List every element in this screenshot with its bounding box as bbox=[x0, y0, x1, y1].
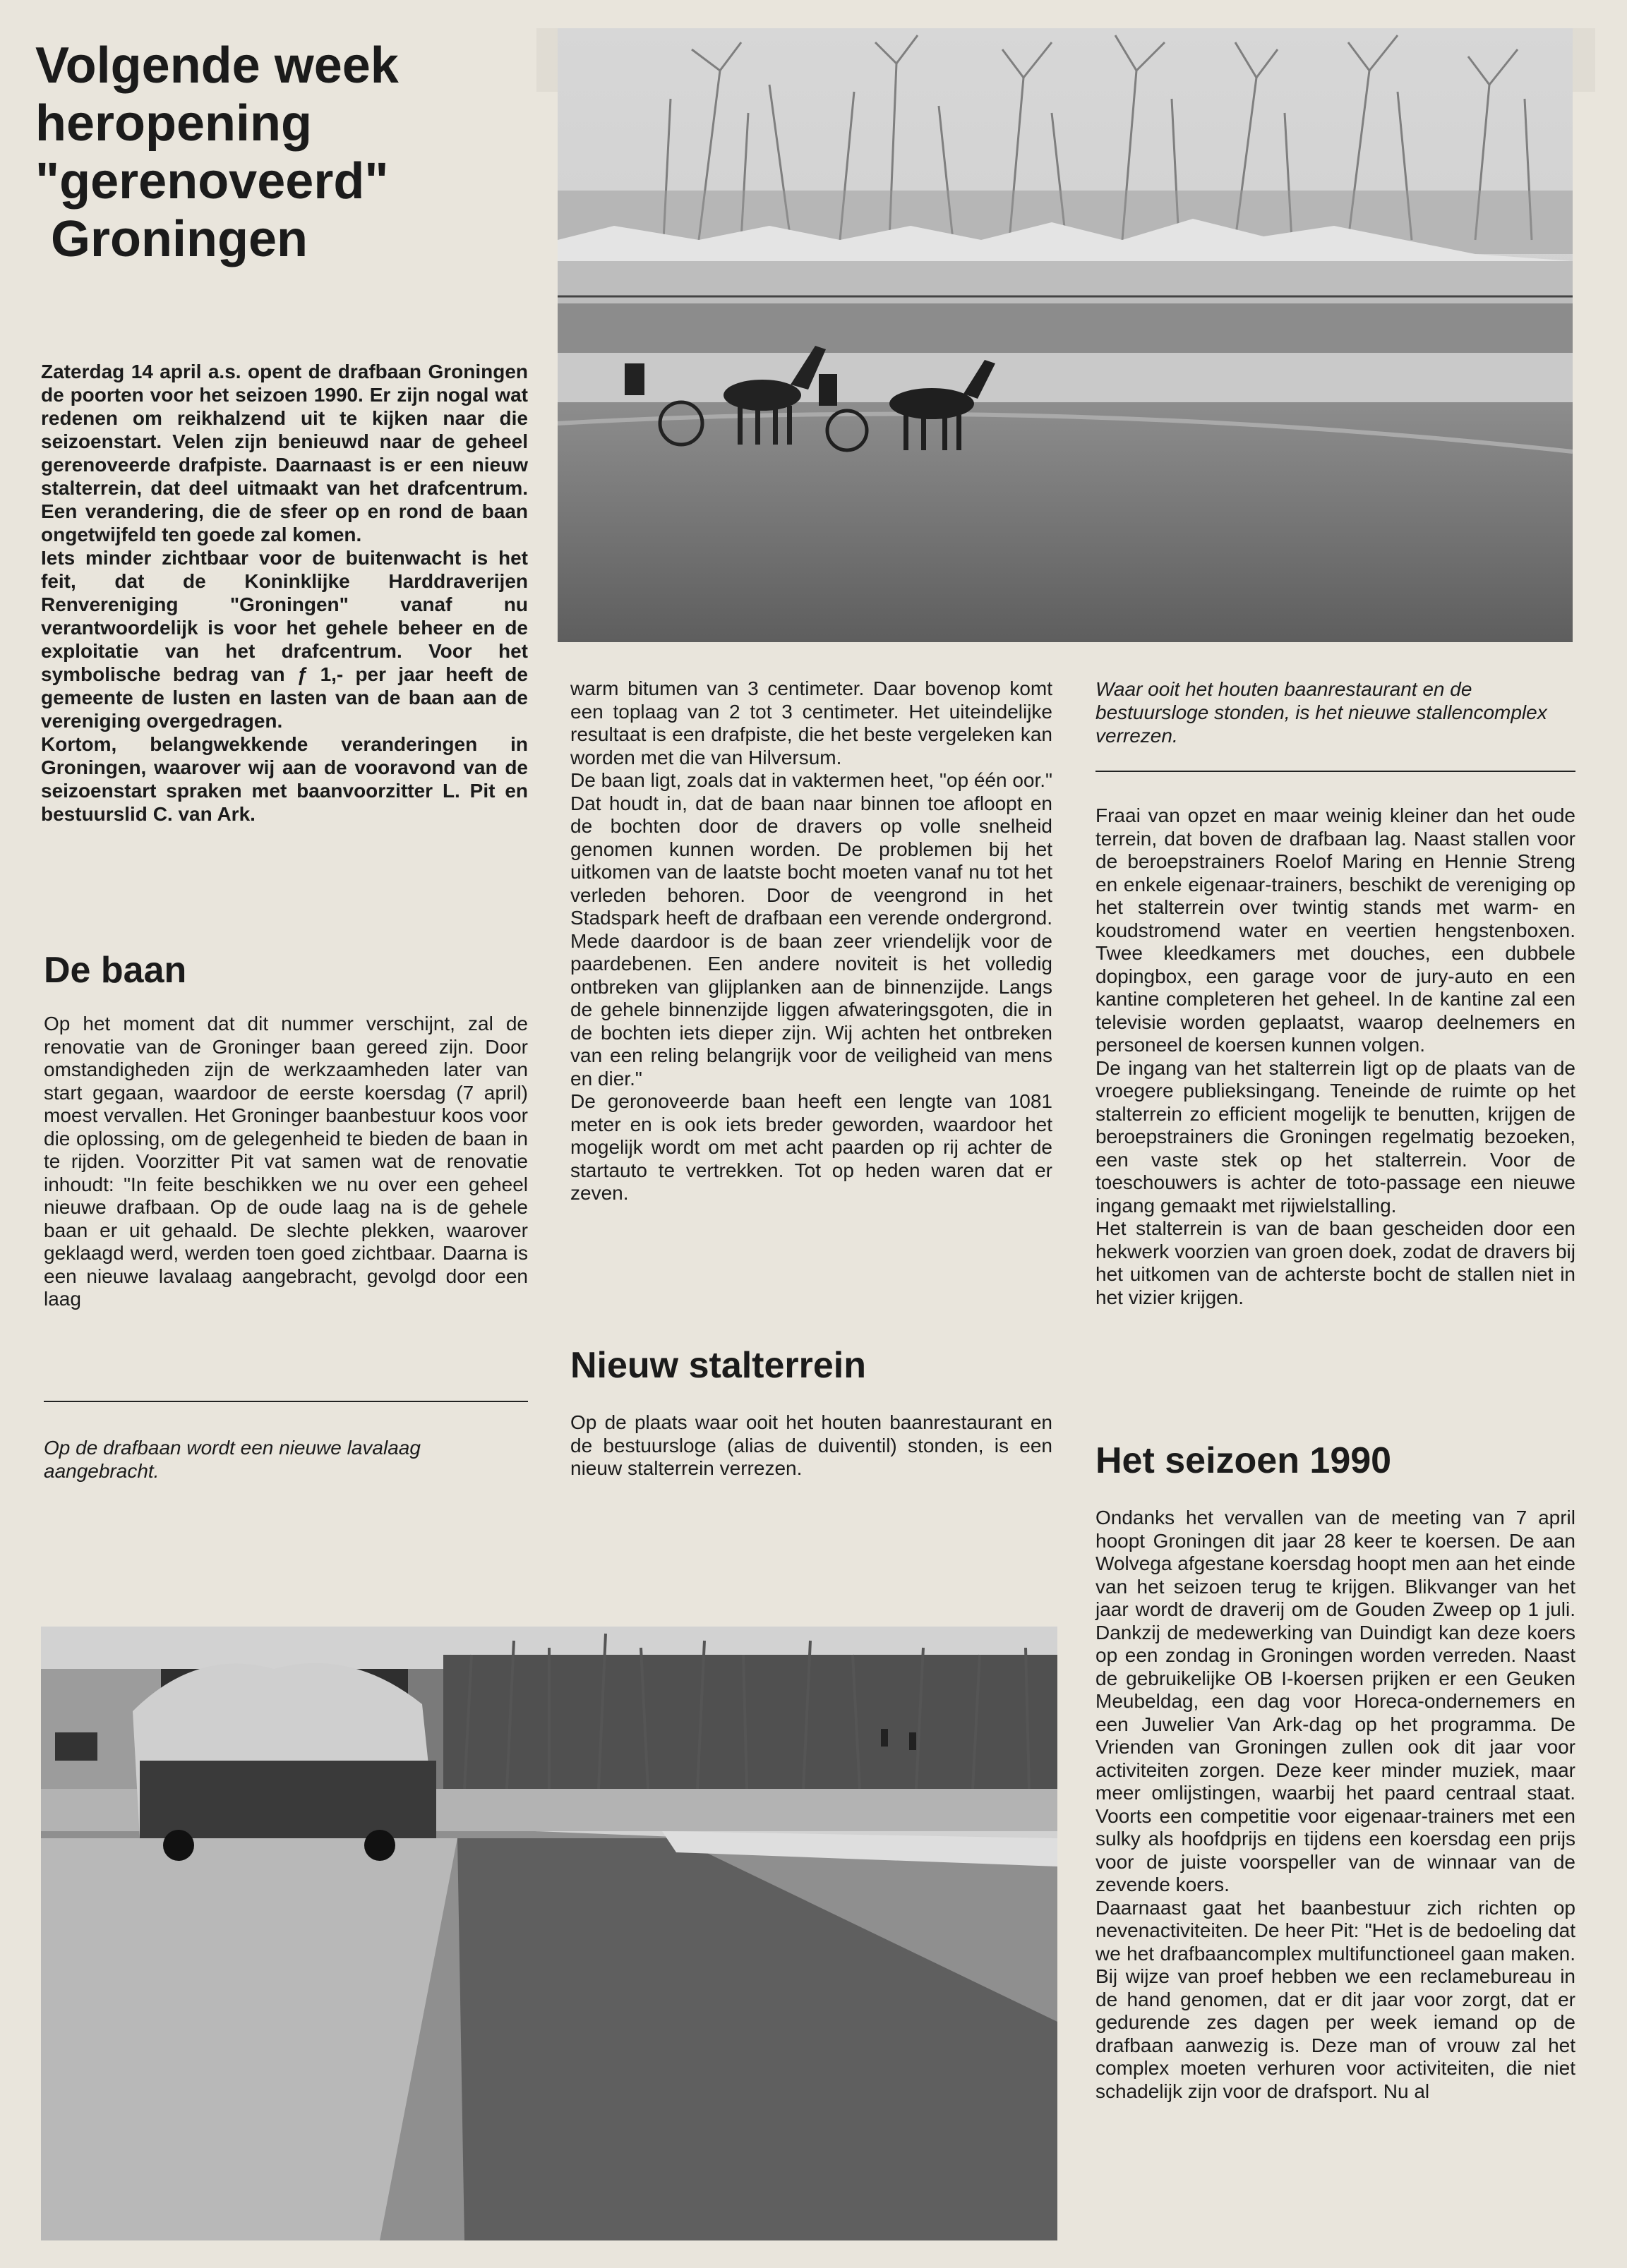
headline bbox=[35, 37, 544, 268]
caption-rule-bottom bbox=[44, 1401, 528, 1402]
col3-paragraph-3: Het stalterrein is van de baan gescheiden door een hekwerk voorzien van groen doek, zodat de dravers bij het uitkomen van de achterste bocht de stallen niet in het vizier krijgen. bbox=[1095, 1217, 1575, 1308]
caption-top-photo: Waar ooit het houten baanrestaurant en de bestuursloge stonden, is het nieuwe stallencomplex verrezen. bbox=[1095, 678, 1547, 747]
body-column-2 bbox=[570, 677, 1052, 1205]
intro-paragraph-3: Kortom, belangwekkende veranderingen in Groningen, waarover wij aan de vooravond van de seizoenstart spraken met baanvoorzitter L. Pit en bestuurslid C. van Ark. bbox=[41, 733, 528, 825]
headline-line-4: Groningen bbox=[51, 211, 308, 267]
col3-paragraph-2: De ingang van het stalterrein ligt op de plaats van de vroegere publieksingang. Teneinde de ruimte op het stalterrein zo efficient mogelijk te benutten, krijgen de beroepstrainers die Groningen regelmatig bezoeken, een vaste stek op het stalterrein. Voor de toeschouwers is achter de toto-passage een nieuwe ingang gemaakt met rijwielstalling. bbox=[1095, 1056, 1575, 1217]
caption-rule-top bbox=[1095, 771, 1575, 772]
body-nieuw-stalterrein bbox=[570, 1411, 1052, 1480]
headline-line-2: heropening bbox=[35, 95, 312, 152]
intro-text bbox=[41, 360, 528, 826]
heading-het-seizoen-1990: Het seizoen 1990 bbox=[1095, 1440, 1392, 1481]
heading-nieuw-stalterrein: Nieuw stalterrein bbox=[570, 1345, 867, 1386]
paragraph-de-baan: Op het moment dat dit nummer verschijnt, zal de renovatie van de Groninger baan gereed zijn. Door omstandigheden zijn de werkzaamheden later van start gegaan, waardoor de eerste koersdag (7 april) moest vervallen. Het Groninger baanbestuur koos voor die oplossing, om de gelegenheid te bieden de baan in te rijden. Voorzitter Pit vat samen wat de renovatie inhoudt: "In feite beschikken we nu over een geheel nieuwe drafbaan. Op de oude laag na is de gehele baan er uit gehaald. De slechte plekken, waarover geklaagd werd, werden toen goed zichtbaar. Daarna is een nieuwe lavalaag aangebracht, gevolgd door een laag bbox=[44, 1013, 528, 1310]
photo-new-lava-layer bbox=[41, 1627, 1057, 2240]
col2-paragraph-1: warm bitumen van 3 centimeter. Daar bovenop komt een toplaag van 2 tot 3 centimeter. Het uiteindelijke resultaat is een drafpiste, die het beste vergeleken kan worden met die van Hilversum. bbox=[570, 677, 1052, 768]
col2-paragraph-2: De baan ligt, zoals dat in vaktermen heet, "op één oor." Dat houdt in, dat de baan naar binnen toe afloopt en de bochten door de dravers op volle snelheid genomen kunnen worden. De problemen bij het uitkomen van de laatste bocht moeten vanaf nu tot het verleden behoren. Door de veengrond in het Stadspark heeft de drafbaan een verende ondergrond. Mede daardoor is de baan zeer vriendelijk voor de paardebenen. Een andere noviteit is het volledig ontbreken van glijplanken aan de binnenzijde. Langs de gehele binnenzijde liggen afwateringsgoten, die in de bochten iets dieper zijn. Wij achten het ontbreken van een reling belangrijk voor de veiligheid van mens en dier." bbox=[570, 769, 1052, 1090]
seizoen-paragraph-2: Daarnaast gaat het baanbestuur zich richten op nevenactiviteiten. De heer Pit: "Het is de bedoeling dat we het drafbaancomplex multifunctioneel gaan maken. Bij wijze van proef hebben we een reclamebureau in de hand genomen, dat er dit jaar voor zorgt, dat er gedurende zes dagen per week iemand op de drafbaan aanwezig is. Deze man of vrouw zal het complex moeten verhuren voor activiteiten, die niet schadelijk zijn voor de drafsport. Nu al bbox=[1095, 1896, 1575, 2102]
intro-paragraph-2: Iets minder zichtbaar voor de buitenwacht is het feit, dat de Koninklijke Harddraverijen Renvereniging "Groningen" vanaf nu verantwoordelijk is voor het gehele beheer en de exploitatie van het drafcentrum. Voor het symbolische bedrag van ƒ 1,- per jaar heeft de gemeente de lusten en lasten van de baan aan de vereniging overgedragen. bbox=[41, 547, 528, 732]
body-column-3 bbox=[1095, 804, 1575, 1309]
heading-de-baan: De baan bbox=[44, 950, 187, 991]
photo-new-stables bbox=[558, 28, 1573, 642]
body-het-seizoen-1990 bbox=[1095, 1507, 1575, 2103]
headline-line-3: "gerenoveerd" bbox=[35, 153, 389, 210]
body-de-baan bbox=[44, 1013, 528, 1311]
col3-paragraph-1: Fraai van opzet en maar weinig kleiner dan het oude terrein, dat boven de drafbaan lag. Naast stallen voor de beroepstrainers Roelof Maring en Hennie Streng en enkele eigenaar-trainers, beschikt de vereniging op het stalterrein over twintig stands met warm- en koudstromend water en veertien hengstenboxen. Twee kleedkamers met douches, een dubbele dopingbox, een garage voor de jury-auto en een kantine completeren het geheel. In de kantine zal een televisie worden geplaatst, waarop deelnemers en personeel de koersen kunnen volgen. bbox=[1095, 804, 1575, 1056]
intro-paragraph-1: Zaterdag 14 april a.s. opent de drafbaan Groningen de poorten voor het seizoen 1990. Er zijn nogal wat redenen om reikhalzend uit te kijken naar die seizoenstart. Velen zijn benieuwd naar de geheel gerenoveerde drafpiste. Daarnaast is er een nieuw stalterrein, dat deel uitmaakt van het drafcentrum. Een verandering, die de sfeer op en rond de baan ongetwijfeld ten goede zal komen. bbox=[41, 361, 528, 545]
paragraph-nieuw-stalterrein: Op de plaats waar ooit het houten baanrestaurant en de bestuursloge (alias de duiventil) stonden, is een nieuw stalterrein verrezen. bbox=[570, 1411, 1052, 1479]
seizoen-paragraph-1: Ondanks het vervallen van de meeting van 7 april hoopt Groningen dit jaar 28 keer te koersen. De aan Wolvega afgestane koersdag hoopt men aan het einde van het seizoen terug te krijgen. Blikvanger van het jaar wordt de draverij om de Gouden Zweep op 1 juli. Dankzij de medewerking van Duindigt kan deze koers op een zondag in Groningen worden verreden. Naast de gebruikelijke OB I-koersen prijken er een Geuken Meubeldag, een dag voor Horeca-ondernemers en een Juwelier Van Ark-dag op het programma. De Vrienden van Groningen zullen ook dit jaar voor activiteiten zorgen. Deze keer minder muziek, maar meer omlijstingen, waarbij het paard centraal staat. Voorts een competitie voor eigenaar-trainers met een sulky als hoofdprijs en tijdens een koersdag een prijs voor de juiste voorspeller van de winnaar van de zevende koers. bbox=[1095, 1507, 1575, 1895]
caption-bottom-photo: Op de drafbaan wordt een nieuwe lavalaag aangebracht. bbox=[44, 1437, 421, 1482]
col2-paragraph-3: De geronoveerde baan heeft een lengte van 1081 meter en is ook iets breder geworden, waardoor het mogelijk wordt om met acht paarden op rij achter de startauto te vertrekken. Tot op heden waren dat er zeven. bbox=[570, 1090, 1052, 1204]
headline-line-1: Volgende week bbox=[35, 37, 399, 94]
